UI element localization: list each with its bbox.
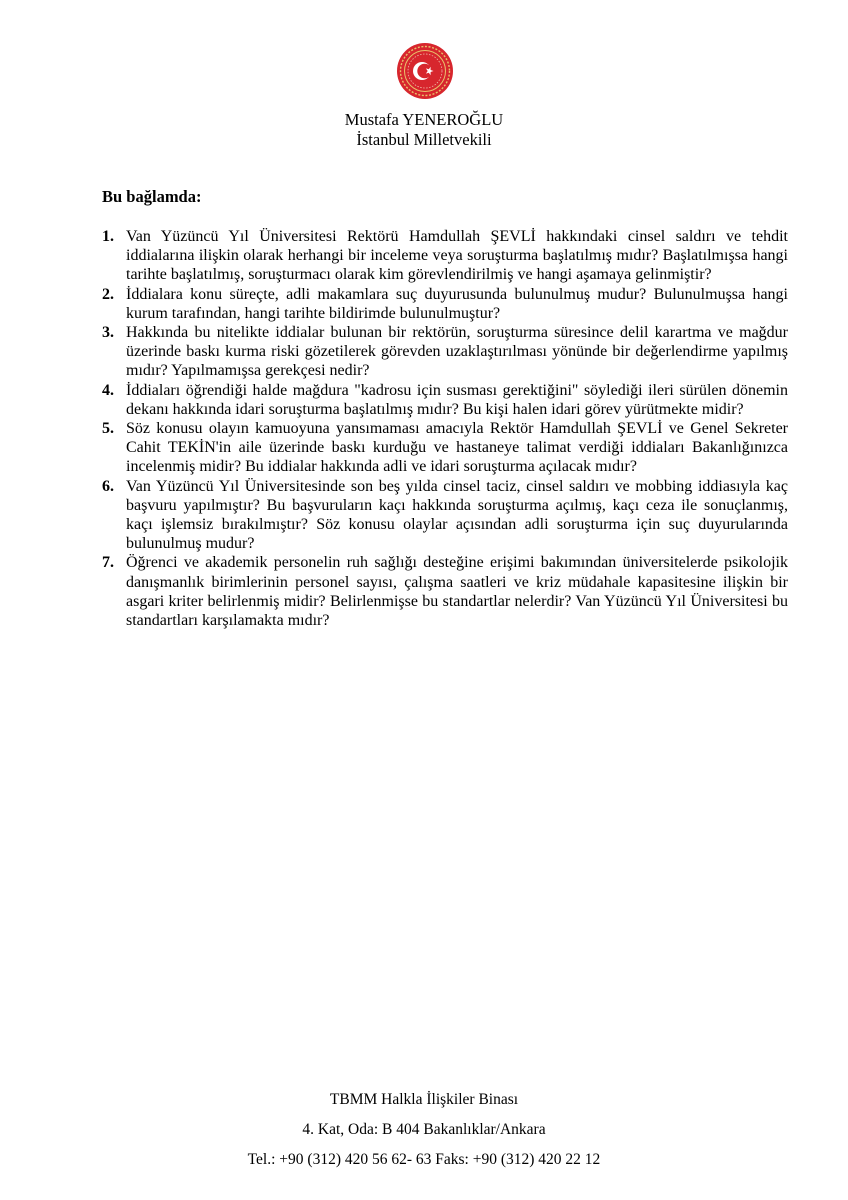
question-list	[102, 227, 788, 630]
list-item	[102, 419, 788, 477]
section-heading: Bu bağlamda:	[102, 187, 202, 206]
list-number: 6.	[102, 477, 114, 495]
list-number: 4.	[102, 381, 114, 399]
footer-address-building: TBMM Halkla İlişkiler Binası	[329, 1091, 519, 1108]
list-text: Öğrenci ve akademik personelin ruh sağlığı desteğine erişimi bakımından üniversitelerde psikolojik danışmanlık birimlerinin personel sayısı, çalışma saatleri ve kriz müdahale kapasitesine ilişkin bir asgari kriter belirlenmiş midir? Belirlenmişse bu standartlar nelerdir? Van Yüzüncü Yıl Üniversitesi bu standartları karşılamakta mıdır?	[126, 554, 788, 630]
list-number: 5.	[102, 420, 114, 438]
list-item	[102, 323, 788, 381]
document-footer	[0, 1085, 848, 1175]
author-name: Mustafa YENEROĞLU	[344, 110, 504, 129]
list-text: İddialara konu süreçte, adli makamlara suç duyurusunda bulunulmuş mudur? Bulunulmuşsa hangi kurum tarafından, hangi tarihte bildirimde bulunulmuştur?	[126, 285, 788, 322]
list-number: 2.	[102, 285, 114, 303]
list-number: 7.	[102, 554, 114, 572]
list-item	[102, 381, 788, 419]
list-text: Hakkında bu nitelikte iddialar bulunan bir rektörün, soruşturma süresince delil karartma ve mağdur üzerinde baskı kurma riski gözetilerek görevden uzaklaştırılması yönünde bir değerlendirme yapılmış mıdır? Yapılmamışsa gerekçesi nedir?	[126, 324, 788, 380]
author-title: İstanbul Milletvekili	[356, 130, 492, 149]
tbmm-seal-icon	[396, 42, 454, 100]
list-item	[102, 285, 788, 323]
list-text: İddiaları öğrendiği halde mağdura "kadrosu için susması gerektiğini" söylediği ileri sürülen dönemin dekanı hakkında idari soruşturma başlatılmış mıdır? Bu kişi halen idari görev yürütmekte midir?	[126, 381, 788, 418]
list-number: 1.	[102, 228, 114, 245]
list-text: Van Yüzüncü Yıl Üniversitesinde son beş yılda cinsel taciz, cinsel saldırı ve mobbing iddiasıyla kaç başvuru yapılmıştır? Bu başvuruların kaçı hakkında soruşturma açılmış, kaçı ceza ile sonuçlanmış, kaçı işlemsiz bırakılmıştır? Söz konusu olaylar açısından adli soruşturma için suç duyurularında bulunulmuş mudur?	[126, 477, 788, 553]
list-item	[102, 477, 788, 554]
document-header	[0, 110, 848, 150]
list-text: Söz konusu olayın kamuoyuna yansımaması amacıyla Rektör Hamdullah ŞEVLİ ve Genel Sekreter Cahit TEKİN'in aile üzerinde baskı kurduğu ve hastaneye talimat verdiği iddiaları Bakanlığınızca incelenmiş midir? Bu iddialar hakkında adli ve idari soruşturma açılacak mıdır?	[126, 420, 788, 476]
list-item	[102, 553, 788, 630]
list-item	[102, 227, 788, 285]
footer-contact: Tel.: +90 (312) 420 56 62- 63 Faks: +90 (312) 420 22 12	[247, 1151, 601, 1168]
footer-address-room: 4. Kat, Oda: B 404 Bakanlıklar/Ankara	[302, 1121, 546, 1138]
list-number: 3.	[102, 324, 114, 342]
list-text: Van Yüzüncü Yıl Üniversitesi Rektörü Hamdullah ŞEVLİ hakkındaki cinsel saldırı ve tehdit iddialarına ilişkin olarak herhangi bir inceleme veya soruşturma başlatılmış mıdır? Başlatılmışsa hangi tarihte başlatılmış, soruşturmacı olarak kim görevlendirilmiş ve hangi aşamaya gelinmiştir?	[126, 228, 788, 284]
